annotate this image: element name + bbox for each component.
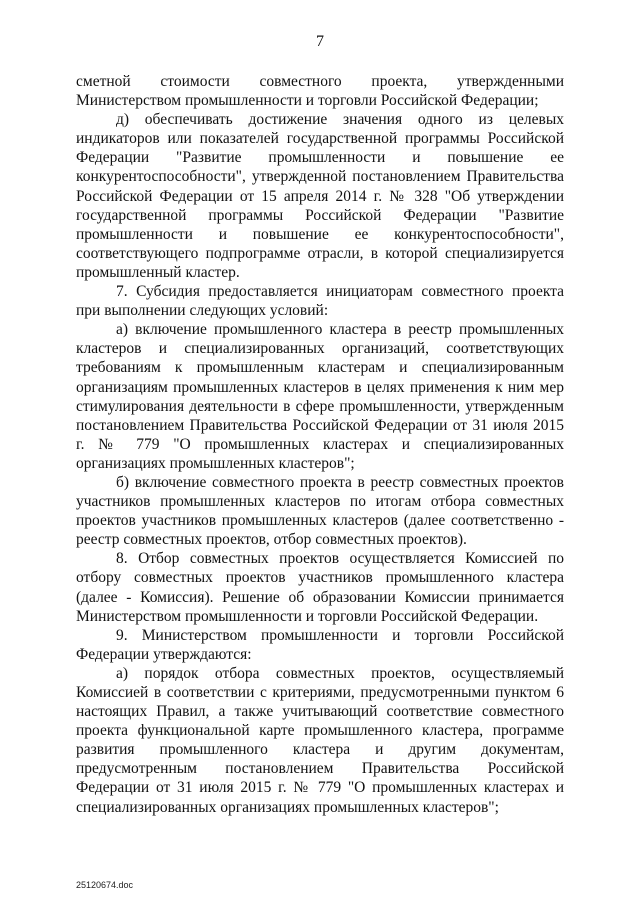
document-file-code: 25120674.doc bbox=[76, 880, 134, 890]
paragraph-clause-7-item-b: б) включение совместного проекта в реестр совместных проектов участников промышленных кластеров по итогам отбора совместных проектов участников промышленных кластеров (далее соответственно - реестр совместных проектов, отбор совместных проектов). bbox=[76, 473, 564, 549]
paragraph-clause-7-item-a: а) включение промышленного кластера в реестр промышленных кластеров и специализированных организаций, соответствующих требованиям к промышленным кластерам и специализированным организациям промышленных кластеров в целях применения к ним мер стимулирования деятельности в сфере промышленности, утвержденным постановлением Правительства Российской Федерации от 31 июля 2015 г. № 779 "О промышленных кластерах и специализированных организациях промышленных кластеров"; bbox=[76, 321, 564, 472]
paragraph-clause-7: 7. Субсидия предоставляется инициаторам совместного проекта при выполнении следующих условий: bbox=[76, 283, 564, 320]
page-number: 7 bbox=[316, 33, 324, 50]
paragraph-clause-8: 8. Отбор совместных проектов осуществляется Комиссией по отбору совместных проектов участников промышленного кластера (далее - Комиссия). Решение об образовании Комиссии принимается Министерством промышленности и торговли Российской Федерации. bbox=[76, 550, 564, 625]
paragraph-clause-9: 9. Министерством промышленности и торговли Российской Федерации утверждаются: bbox=[76, 626, 564, 663]
paragraph-estimate-continuation: сметной стоимости совместного проекта, утвержденными Министерством промышленности и торговли Российской Федерации; bbox=[76, 73, 564, 110]
paragraph-clause-9-item-a: а) порядок отбора совместных проектов, осуществляемый Комиссией в соответствии с критериями, предусмотренными пунктом 6 настоящих Правил, а также учитывающий соответствие совместного проекта функциональной карте промышленного кластера, программе развития промышленного кластера и другим документам, предусмотренным постановлением Правительства Российской Федерации от 31 июля 2015 г. № 779 "О промышленных кластерах и специализированных организациях промышленных кластеров"; bbox=[76, 664, 564, 816]
document-body bbox=[76, 72, 564, 817]
paragraph-item-d: д) обеспечивать достижение значения одного из целевых индикаторов или показателей государственной программы Российской Федерации "Развитие промышленности и повышение ее конкурентоспособности", утвержденной постановлением Правительства Российской Федерации от 15 апреля 2014 г. № 328 "Об утверждении государственной программы Российской Федерации "Развитие промышленности и повышение ее конкурентоспособности", соответствующего подпрограмме отрасли, в которой специализируется промышленный кластер. bbox=[76, 111, 564, 281]
